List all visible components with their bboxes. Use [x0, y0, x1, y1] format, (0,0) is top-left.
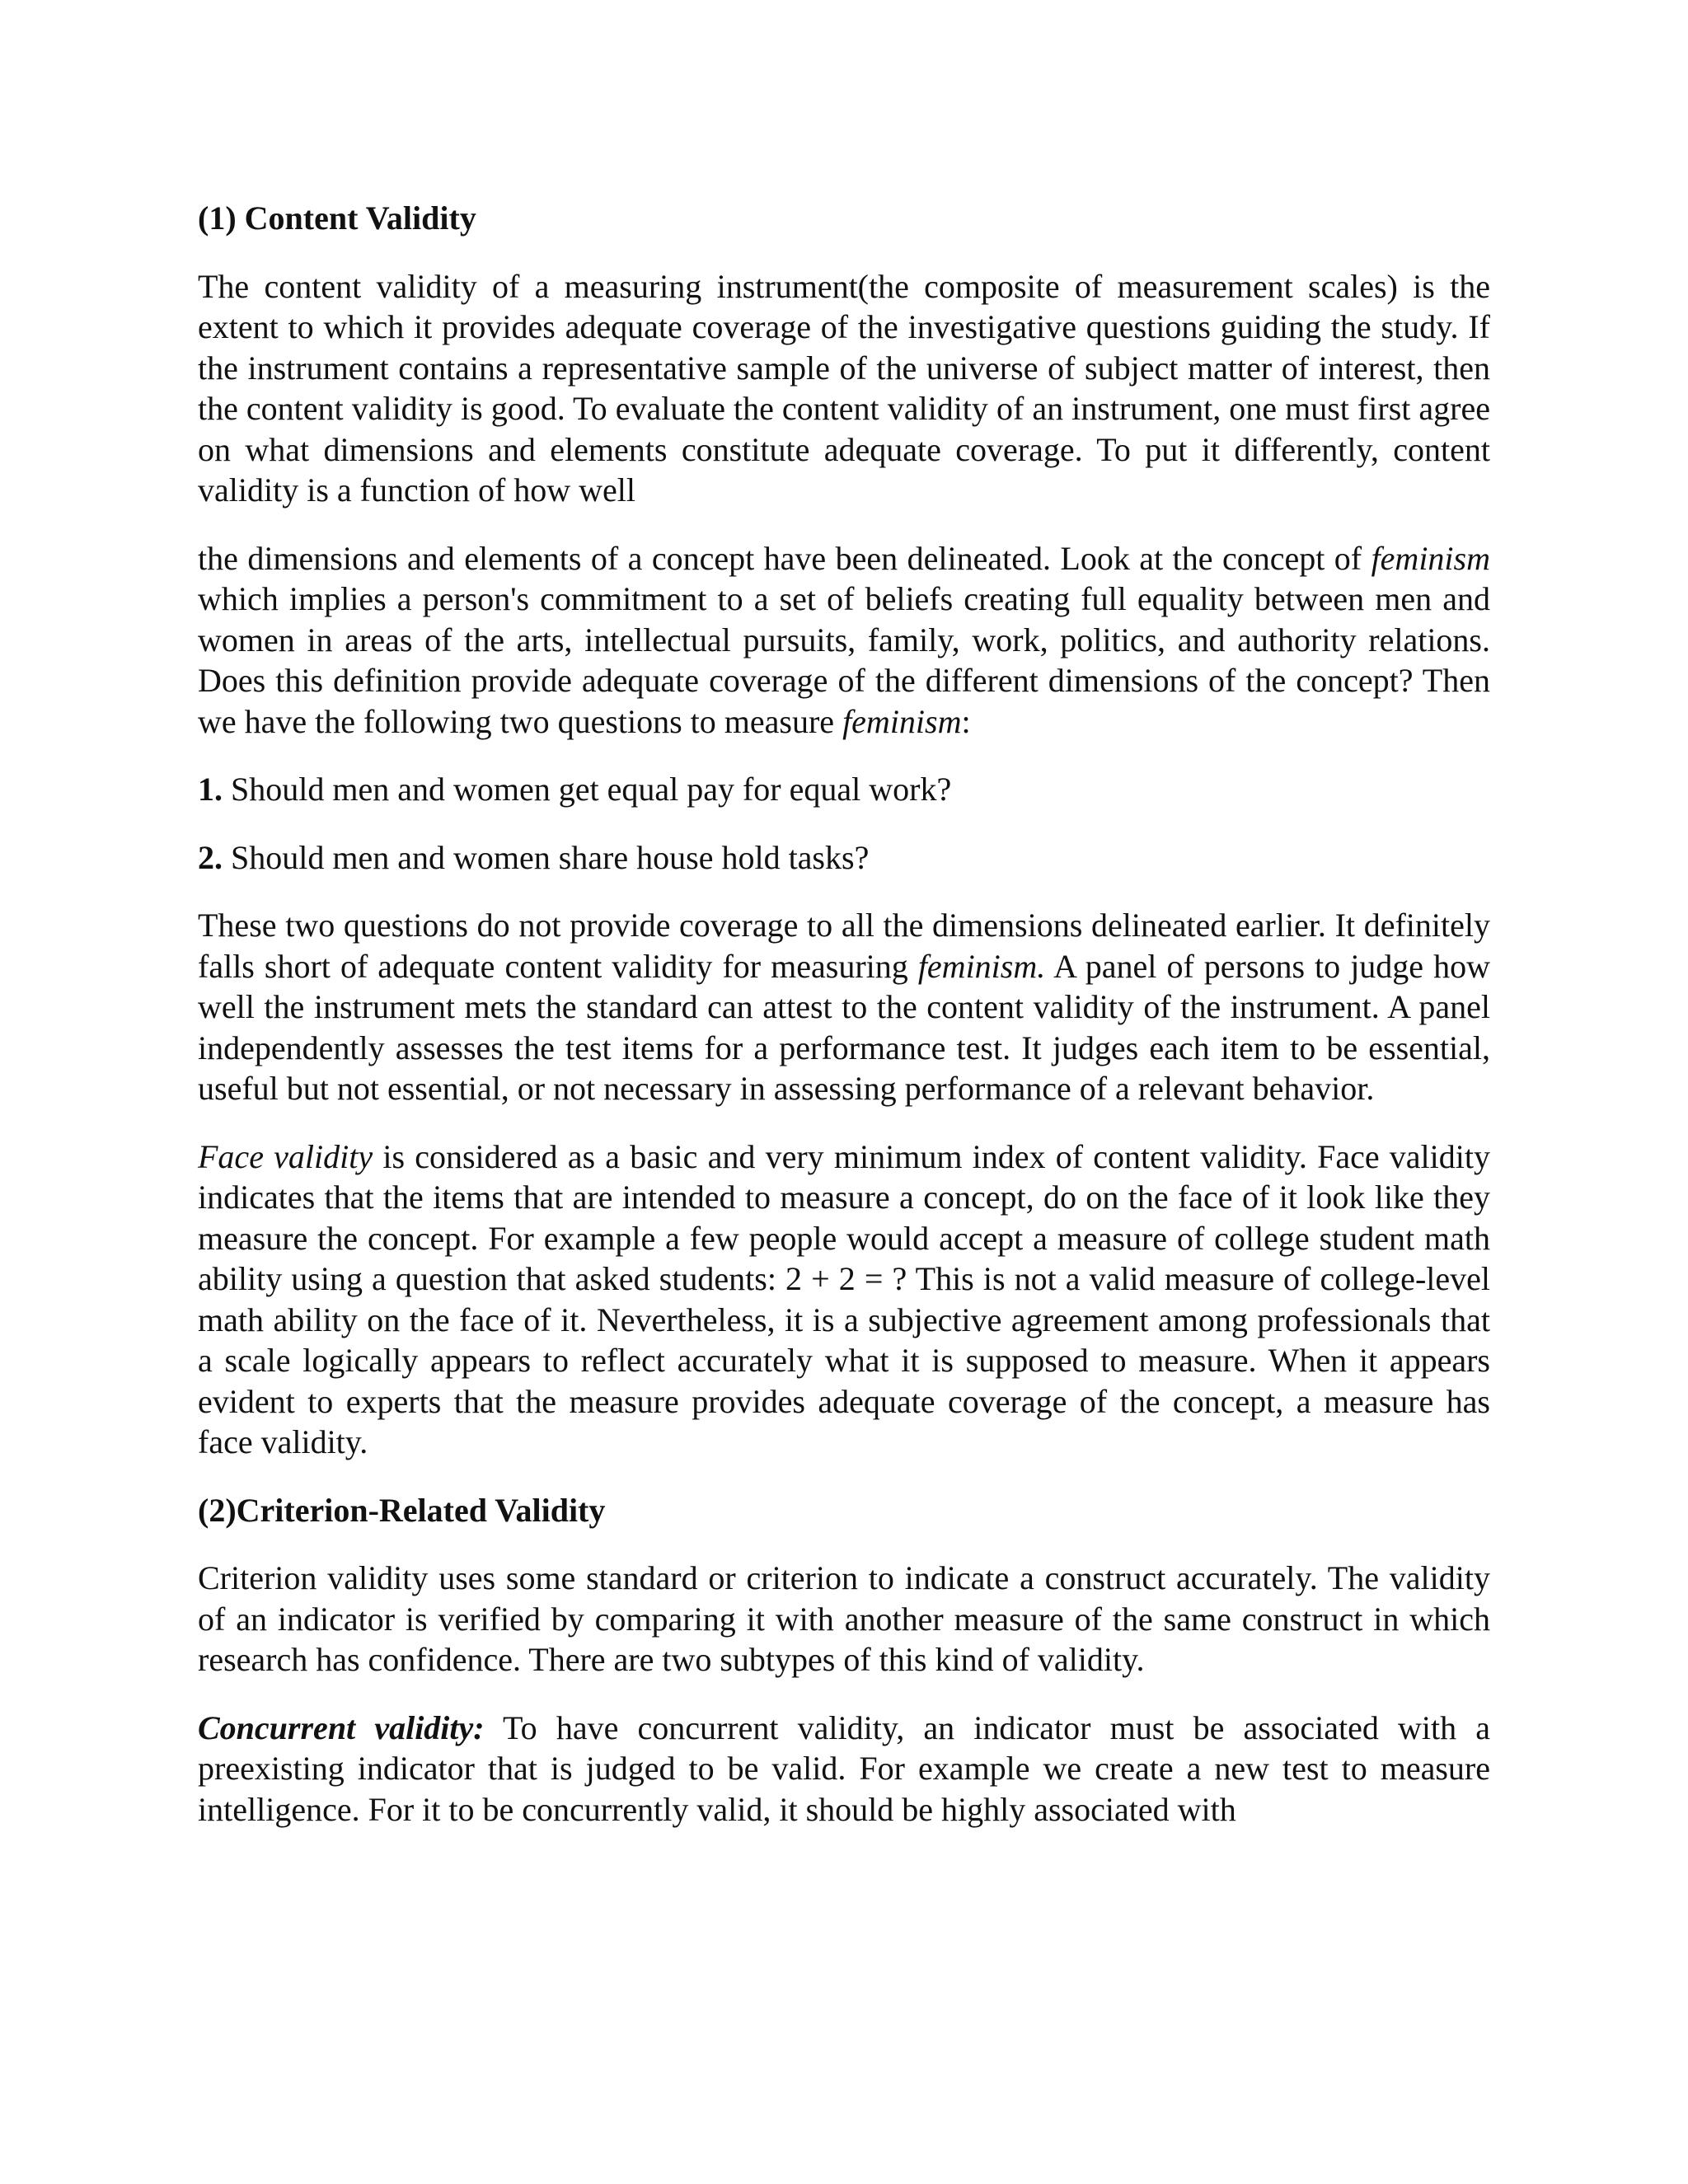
- heading-criterion-validity: (2)Criterion-Related Validity: [198, 1491, 606, 1529]
- document-page: [198, 198, 1490, 1857]
- text-run: :: [961, 702, 971, 740]
- paragraph-criterion-validity-definition: Criterion validity uses some standard or criterion to indicate a construct accurately. The validity of an indicator is verified by comparing it with another measure of the same construct in which research has confidence. There are two subtypes of this kind of validity.: [198, 1559, 1490, 1678]
- paragraph-face-validity: [198, 1137, 1490, 1463]
- italic-term-feminism: feminism.: [917, 947, 1046, 985]
- paragraph-feminism-concept: [198, 538, 1490, 743]
- question-number: 2.: [198, 838, 223, 876]
- text-run: A panel of persons to judge how well the instrument mets the standard can attest to the content validity of the instrument. A panel independently assesses the test items for a performance test. It judges each item to be essential, useful but not essential, or not necessary in assessing performance of a relevant behavior.: [198, 947, 1490, 1107]
- paragraph-content-validity-definition: The content validity of a measuring instrument(the composite of measurement scales) is the extent to which it provides adequate coverage of the investigative questions guiding the study. If the instrument contains a representative sample of the universe of subject matter of interest, then the content validity is good. To evaluate the content validity of an instrument, one must first agree on what dimensions and elements constitute adequate coverage. To put it differently, content validity is a function of how well: [198, 267, 1490, 509]
- question-text: Should men and women share house hold tasks?: [223, 838, 870, 876]
- question-text: Should men and women get equal pay for equal work?: [223, 771, 952, 808]
- paragraph-concurrent-validity: [198, 1708, 1490, 1830]
- question-item: [198, 769, 1490, 810]
- heading-content-validity: (1) Content Validity: [198, 199, 476, 237]
- question-number: 1.: [198, 771, 223, 808]
- text-run: which implies a person's commitment to a set of beliefs creating full equality between men and women in areas of the arts, intellectual pursuits, family, work, politics, and authority relations. Does this definition provide adequate coverage of the different dimensions of the concept? Then we have the following two questions to measure: [198, 580, 1490, 740]
- text-run: These two questions do not provide coverage to all the dimensions delineated earlier. It definitely falls short of adequate content validity for measuring: [198, 907, 1490, 985]
- question-item: [198, 837, 1490, 879]
- italic-term-feminism: feminism: [842, 702, 962, 740]
- italic-term-face-validity: Face validity: [198, 1137, 373, 1175]
- italic-term-feminism: feminism: [1371, 539, 1490, 577]
- text-run: is considered as a basic and very minimum index of content validity. Face validity indicates that the items that are intended to measure a concept, do on the face of it look like they measure the concept. For example a few people would accept a measure of college student math ability using a question that asked students: 2 + 2 = ? This is not a valid measure of college-level math ability on the face of it. Nevertheless, it is a subjective agreement among professionals that a scale logically appears to reflect accurately what it is supposed to measure. When it appears evident to experts that the measure provides adequate coverage of the concept, a measure has face validity.: [198, 1137, 1491, 1460]
- paragraph-coverage-shortfall: [198, 905, 1490, 1109]
- bold-italic-term-concurrent-validity: Concurrent validity:: [198, 1708, 485, 1746]
- text-run: To have concurrent validity, an indicator must be associated with a preexisting indicator that is judged to be valid. For example we create a new test to measure intelligence. For it to be concurrently valid, it should be highly associated with: [198, 1708, 1491, 1828]
- text-run: the dimensions and elements of a concept have been delineated. Look at the concept of: [198, 539, 1372, 577]
